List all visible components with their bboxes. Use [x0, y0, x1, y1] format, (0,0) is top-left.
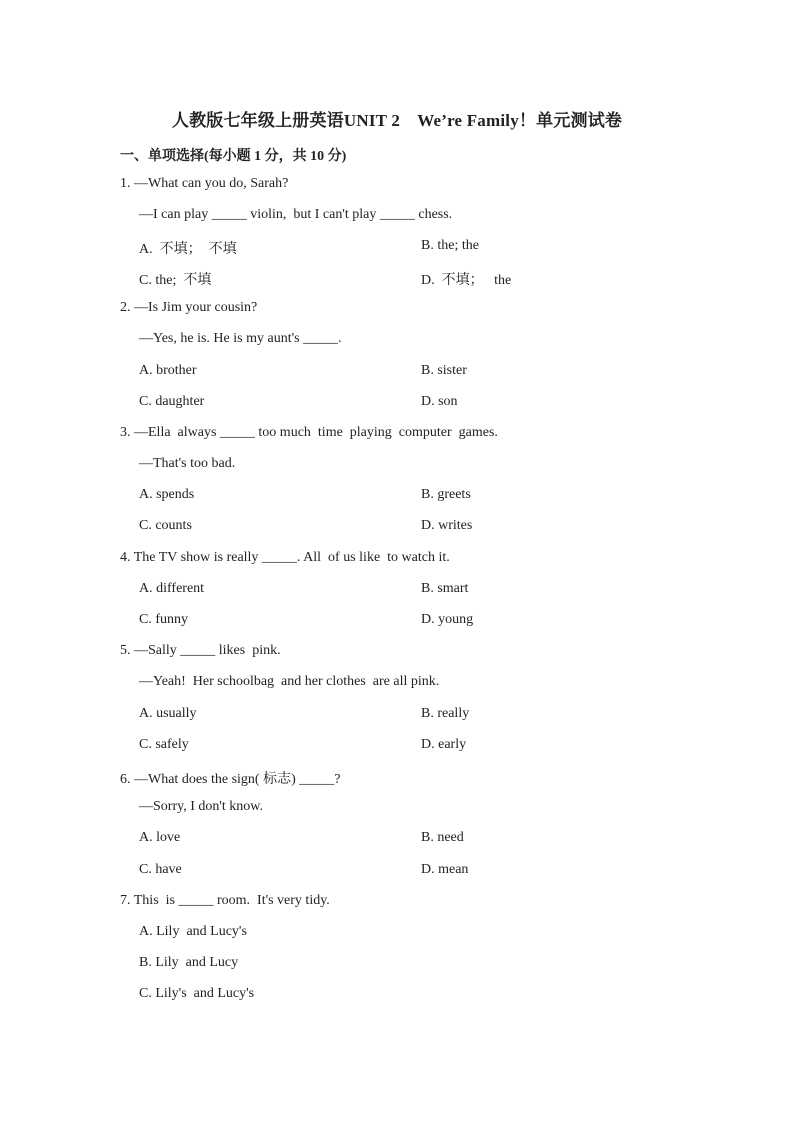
question-2-option-b[interactable]: B. sister	[421, 363, 467, 378]
question-1-stem: 1. —What can you do, Sarah?	[120, 176, 289, 191]
question-1-option-c[interactable]: C. the; 不填	[139, 273, 212, 288]
question-5-reply: —Yeah! Her schoolbag and her clothes are all pink.	[139, 674, 440, 689]
question-2-option-a[interactable]: A. brother	[139, 363, 197, 378]
question-2-stem: 2. —Is Jim your cousin?	[120, 300, 258, 315]
question-3-reply: —That's too bad.	[139, 456, 236, 471]
question-7-option-c[interactable]: C. Lily's and Lucy's	[139, 986, 255, 1001]
question-4-stem: 4. The TV show is really _____. All of us like to watch it.	[120, 550, 450, 565]
question-5-stem: 5. —Sally _____ likes pink.	[120, 643, 281, 658]
question-6-option-c[interactable]: C. have	[139, 862, 182, 877]
question-5-option-d[interactable]: D. early	[421, 737, 467, 752]
question-4-option-d[interactable]: D. young	[421, 612, 474, 627]
question-7-stem: 7. This is _____ room. It's very tidy.	[120, 893, 330, 908]
question-7-option-a[interactable]: A. Lily and Lucy's	[139, 924, 247, 939]
question-6-option-a[interactable]: A. love	[139, 830, 181, 845]
question-5-option-b[interactable]: B. really	[421, 706, 470, 721]
question-3-option-d[interactable]: D. writes	[421, 518, 473, 533]
question-4-option-b[interactable]: B. smart	[421, 581, 469, 596]
question-3-option-b[interactable]: B. greets	[421, 487, 471, 502]
page-title: 人教版七年级上册英语UNIT 2 We’re Family！单元测试卷	[171, 111, 623, 130]
question-3-option-a[interactable]: A. spends	[139, 487, 195, 502]
question-1-option-d[interactable]: D. 不填； the	[421, 273, 512, 288]
question-6-option-d[interactable]: D. mean	[421, 862, 469, 877]
question-4-option-c[interactable]: C. funny	[139, 612, 188, 627]
question-2-reply: —Yes, he is. He is my aunt's _____.	[139, 331, 342, 346]
question-3-stem: 3. —Ella always _____ too much time playing computer games.	[120, 425, 498, 440]
question-6-reply: —Sorry, I don't know.	[139, 799, 263, 814]
question-5-option-c[interactable]: C. safely	[139, 737, 189, 752]
question-7-option-b[interactable]: B. Lily and Lucy	[139, 955, 239, 970]
question-4-option-a[interactable]: A. different	[139, 581, 205, 596]
section-heading: 一、单项选择(每小题 1 分，共 10 分)	[120, 149, 347, 164]
question-1-option-b[interactable]: B. the; the	[421, 238, 479, 253]
question-6-stem: 6. —What does the sign( 标志) _____?	[120, 772, 341, 787]
question-1-option-a[interactable]: A. 不填； 不填	[139, 242, 237, 257]
question-1-reply: —I can play _____ violin, but I can't play _____ chess.	[139, 207, 453, 222]
question-5-option-a[interactable]: A. usually	[139, 706, 197, 721]
question-2-option-d[interactable]: D. son	[421, 394, 458, 409]
question-3-option-c[interactable]: C. counts	[139, 518, 192, 533]
question-2-option-c[interactable]: C. daughter	[139, 394, 205, 409]
question-6-option-b[interactable]: B. need	[421, 830, 464, 845]
